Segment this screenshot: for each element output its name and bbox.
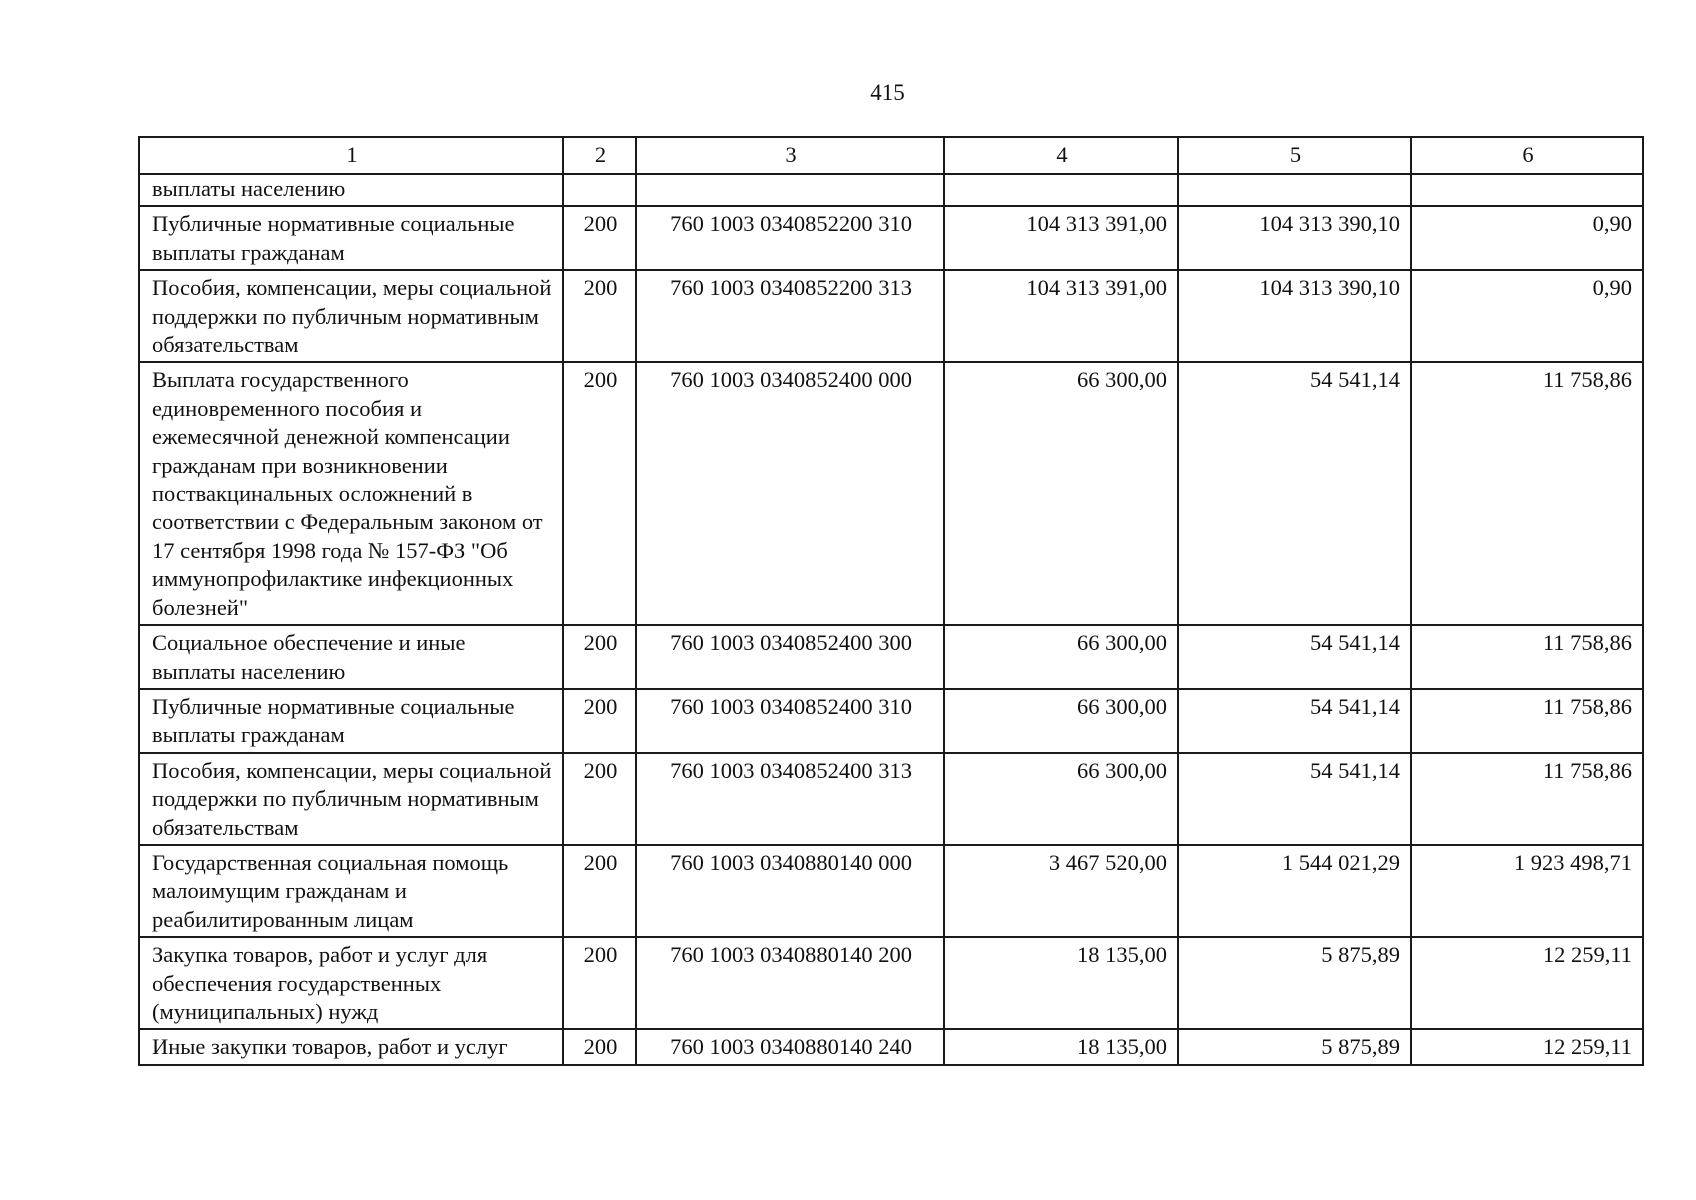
row-code-3: 760 1003 0340852400 000 [636,362,944,625]
table-row [139,362,1643,625]
row-name: Публичные нормативные социальные выплаты гражданам [139,689,563,753]
row-code-3: 760 1003 0340852200 313 [636,270,944,362]
row-code-2 [563,174,636,206]
table-row [139,689,1643,753]
row-col-6: 1 923 498,71 [1411,845,1643,937]
row-col-6: 11 758,86 [1411,753,1643,845]
table-row [139,270,1643,362]
row-col-6: 11 758,86 [1411,625,1643,689]
row-col-5: 5 875,89 [1178,937,1411,1029]
row-code-2: 200 [563,689,636,753]
table-row [139,937,1643,1029]
row-col-6: 0,90 [1411,270,1643,362]
row-col-6: 0,90 [1411,206,1643,270]
row-col-4: 66 300,00 [944,362,1178,625]
page-number: 415 [870,80,905,105]
column-header-2: 2 [563,137,636,174]
row-col-5: 54 541,14 [1178,362,1411,625]
row-col-5: 54 541,14 [1178,689,1411,753]
row-col-4: 66 300,00 [944,625,1178,689]
header-row [139,137,1643,174]
row-code-2: 200 [563,270,636,362]
table-row [139,206,1643,270]
row-code-3: 760 1003 0340852400 313 [636,753,944,845]
column-header-5: 5 [1178,137,1411,174]
table-row [139,174,1643,206]
row-col-4: 66 300,00 [944,689,1178,753]
table-header [139,137,1643,174]
row-name: Пособия, компенсации, меры социальной поддержки по публичным нормативным обязательствам [139,753,563,845]
row-code-3: 760 1003 0340852400 300 [636,625,944,689]
row-col-4: 3 467 520,00 [944,845,1178,937]
row-col-5: 1 544 021,29 [1178,845,1411,937]
row-name: Публичные нормативные социальные выплаты гражданам [139,206,563,270]
row-code-3: 760 1003 0340880140 000 [636,845,944,937]
row-col-4: 66 300,00 [944,753,1178,845]
table-row [139,1029,1643,1064]
row-col-5: 54 541,14 [1178,625,1411,689]
row-col-6 [1411,174,1643,206]
report-table [138,136,1644,1066]
row-name: Пособия, компенсации, меры социальной поддержки по публичным нормативным обязательствам [139,270,563,362]
row-code-3 [636,174,944,206]
row-code-3: 760 1003 0340880140 200 [636,937,944,1029]
row-col-6: 12 259,11 [1411,1029,1643,1064]
row-code-2: 200 [563,362,636,625]
row-name: Иные закупки товаров, работ и услуг [139,1029,563,1064]
row-col-6: 12 259,11 [1411,937,1643,1029]
row-code-3: 760 1003 0340852400 310 [636,689,944,753]
row-code-2: 200 [563,625,636,689]
column-header-3: 3 [636,137,944,174]
row-col-4: 104 313 391,00 [944,206,1178,270]
row-code-2: 200 [563,1029,636,1064]
row-name: выплаты населению [139,174,563,206]
row-code-2: 200 [563,845,636,937]
table-row [139,845,1643,937]
row-code-2: 200 [563,753,636,845]
table-body [139,174,1643,1065]
row-col-6: 11 758,86 [1411,689,1643,753]
row-code-3: 760 1003 0340880140 240 [636,1029,944,1064]
row-col-5 [1178,174,1411,206]
column-header-4: 4 [944,137,1178,174]
row-col-5: 5 875,89 [1178,1029,1411,1064]
row-col-5: 54 541,14 [1178,753,1411,845]
row-name: Выплата государственного единовременного пособия и ежемесячной денежной компенсации гражданам при возникновении поствакцинальных осложнений в соответствии с Федеральным законом от 17 сентября 1998 года № 157-ФЗ "Об иммунопрофилактике инфекционных болезней" [139,362,563,625]
row-code-3: 760 1003 0340852200 310 [636,206,944,270]
row-col-6: 11 758,86 [1411,362,1643,625]
row-col-4: 18 135,00 [944,937,1178,1029]
row-col-4: 18 135,00 [944,1029,1178,1064]
row-col-5: 104 313 390,10 [1178,206,1411,270]
row-code-2: 200 [563,206,636,270]
row-name: Закупка товаров, работ и услуг для обеспечения государственных (муниципальных) нужд [139,937,563,1029]
row-code-2: 200 [563,937,636,1029]
row-name: Социальное обеспечение и иные выплаты населению [139,625,563,689]
table-row [139,625,1643,689]
row-col-5: 104 313 390,10 [1178,270,1411,362]
row-name: Государственная социальная помощь малоимущим гражданам и реабилитированным лицам [139,845,563,937]
row-col-4 [944,174,1178,206]
column-header-1: 1 [139,137,563,174]
row-col-4: 104 313 391,00 [944,270,1178,362]
table-row [139,753,1643,845]
column-header-6: 6 [1411,137,1643,174]
